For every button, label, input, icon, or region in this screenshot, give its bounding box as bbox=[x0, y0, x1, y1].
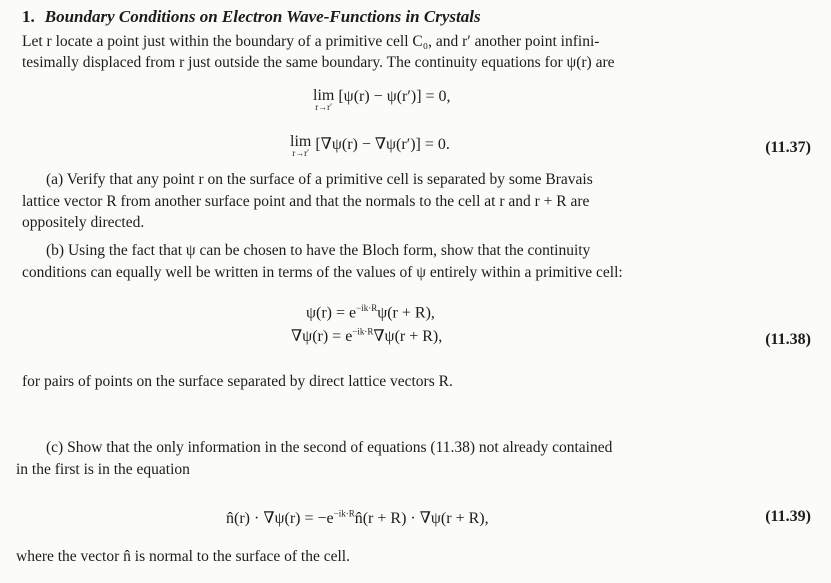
section-number: 1. bbox=[22, 7, 35, 26]
part-b-line-1: (b) Using the fact that ψ can be chosen to have the Bloch form, show that the continuity bbox=[46, 242, 591, 259]
equation-11-37-line-2: lim r→r′ [∇ψ(r) − ∇ψ(r′)] = 0. bbox=[290, 133, 450, 158]
part-c-line-2: in the first is in the equation bbox=[16, 461, 190, 478]
equation-number-11-38: (11.38) bbox=[765, 331, 811, 348]
equation-11-38-line-2: $\nabla\psi(r) = e^{-ik\cdot R}\nabla\psi(r + R)$, bbox=[291, 326, 443, 345]
section-title: Boundary Conditions on Electron Wave-Functions in Crystals bbox=[44, 7, 481, 26]
equation-number-11-39: (11.39) bbox=[765, 508, 811, 525]
part-c-line-1: (c) Show that the only information in the second of equations (11.38) not already contained bbox=[46, 439, 613, 456]
section-heading bbox=[22, 7, 817, 27]
equation-number-11-37: (11.37) bbox=[765, 139, 811, 156]
equation-11-39: n̂(r) · $\nabla\psi(r) = -e^{-ik\cdot R}n̂(r + R) \cdot \nabla\psi(r + R)$, bbox=[226, 508, 489, 527]
after-equation-11-38: for pairs of points on the surface separated by direct lattice vectors R. bbox=[22, 373, 453, 390]
part-a-line-3: oppositely directed. bbox=[22, 214, 145, 231]
part-a-line-1: (a) Verify that any point r on the surface of a primitive cell is separated by some Bravais bbox=[46, 171, 593, 188]
limit-operator: lim r→r′ bbox=[290, 133, 312, 158]
equation-11-37-line-1: lim r→r′ [ψ(r) − ψ(r′)] = 0, bbox=[313, 87, 451, 112]
part-b-line-2: conditions can equally well be written in terms of the values of ψ entirely within a primitive cell: bbox=[22, 264, 623, 281]
closing-line: where the vector n̂ is normal to the surface of the cell. bbox=[16, 548, 350, 565]
part-a-line-2: lattice vector R from another surface point and that the normals to the cell at r and r + R are bbox=[22, 193, 590, 210]
equation-11-38-line-1: $\psi(r) = e^{-ik\cdot R}\psi(r + R)$, bbox=[306, 303, 435, 322]
intro-line-2: tesimally displaced from r just outside the same boundary. The continuity equations for ψ(r) are bbox=[22, 54, 615, 71]
intro-line-1: Let r locate a point just within the boundary of a primitive cell C₀, and r′ another point infini- bbox=[22, 33, 600, 50]
limit-operator: lim r→r′ bbox=[313, 87, 335, 112]
